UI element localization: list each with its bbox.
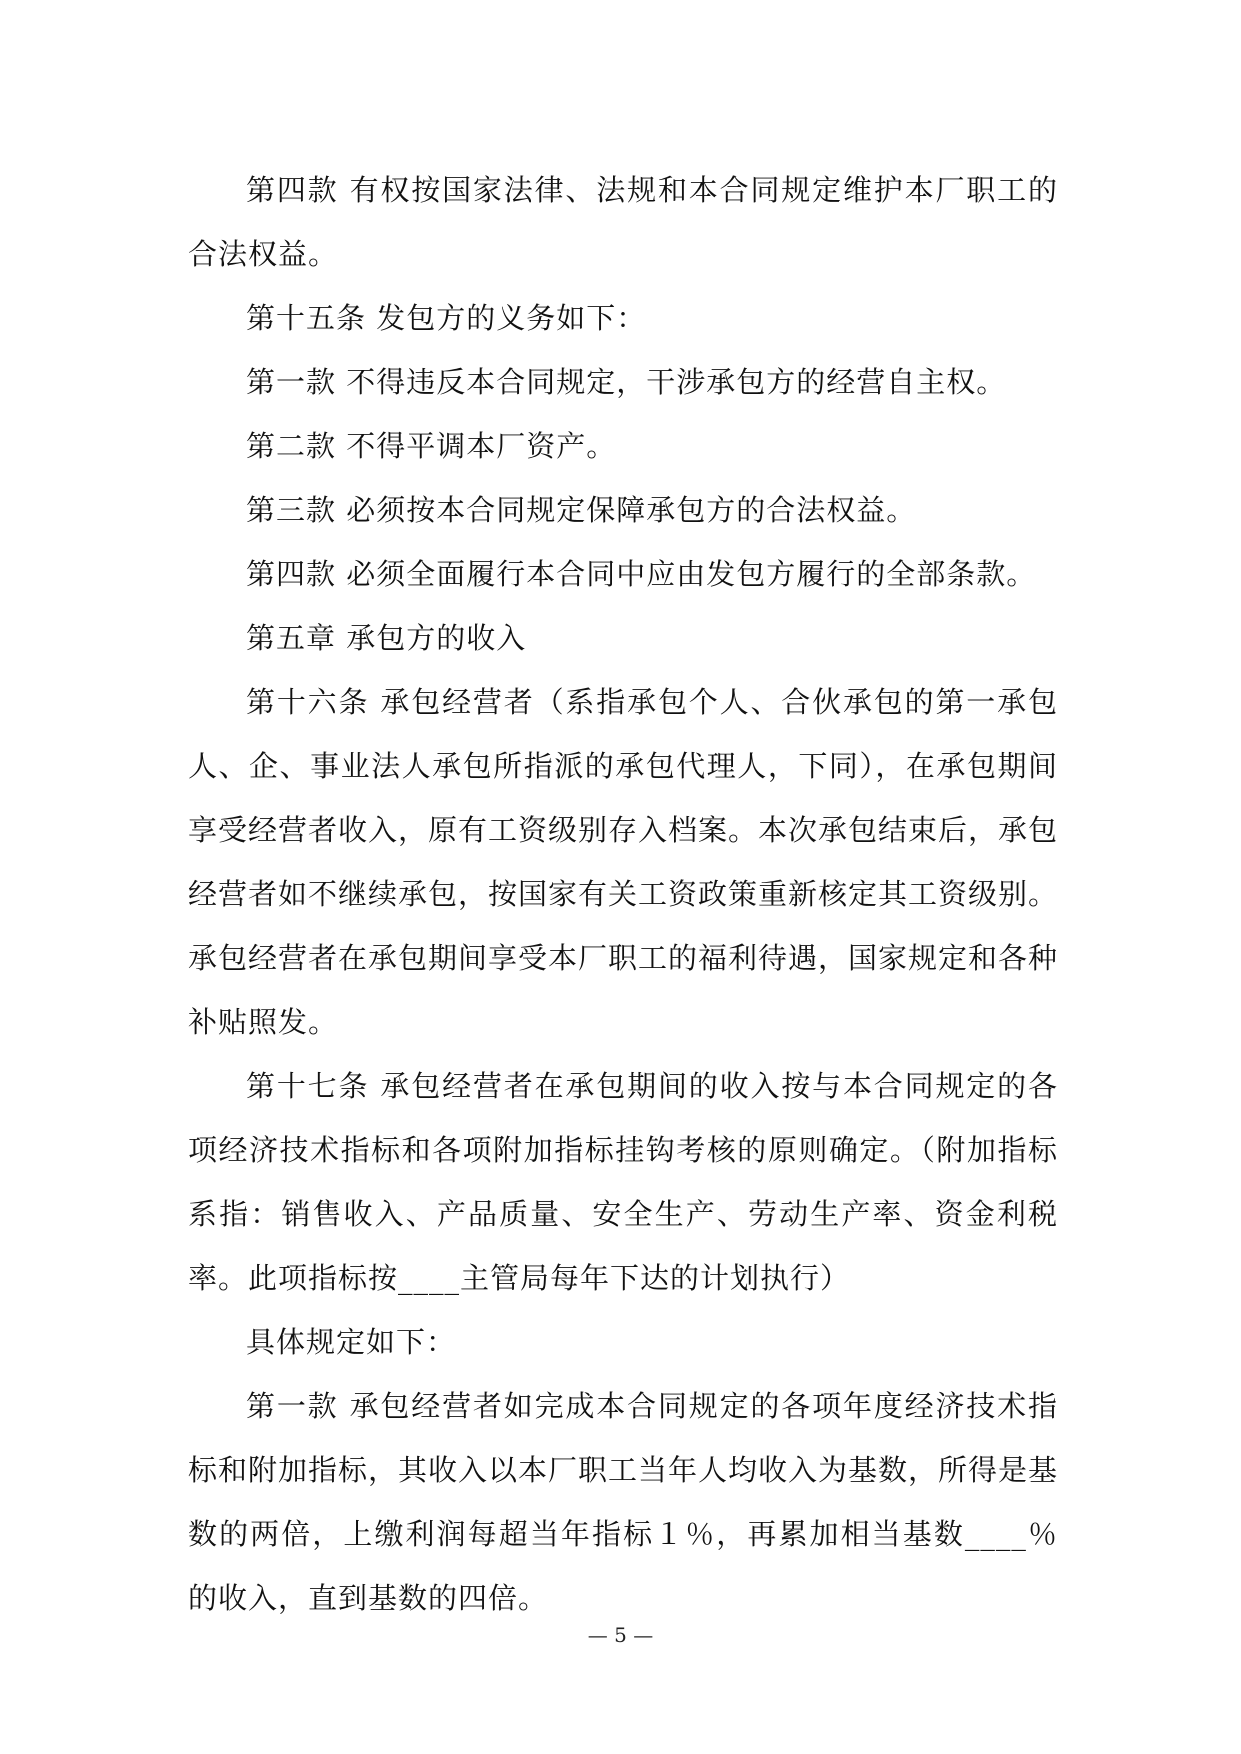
clause-4-rights: 第四款 有权按国家法律、法规和本合同规定维护本厂职工的合法权益。 bbox=[188, 173, 1058, 271]
clause-1-obligation: 第一款 不得违反本合同规定，干涉承包方的经营自主权。 bbox=[246, 365, 1007, 399]
clause-4-obligation: 第四款 必须全面履行本合同中应由发包方履行的全部条款。 bbox=[246, 557, 1037, 591]
specific-provisions-heading: 具体规定如下： bbox=[246, 1325, 457, 1359]
article-15-heading: 第十五条 发包方的义务如下： bbox=[246, 301, 647, 335]
chapter-5-heading: 第五章 承包方的收入 bbox=[246, 621, 527, 655]
article-16: 第十六条 承包经营者（系指承包个人、合伙承包的第一承包人、企、事业法人承包所指派的承包代理人，下同），在承包期间享受经营者收入，原有工资级别存入档案。本次承包结束后，承包经营者如不继续承包，按国家有关工资政策重新核定其工资级别。承包经营者在承包期间享受本厂职工的福利待遇，国家规定和各种补贴照发。 bbox=[188, 685, 1059, 1039]
page-number: — 5 — bbox=[587, 1623, 654, 1647]
document-body bbox=[188, 158, 1058, 1630]
clause-2-obligation: 第二款 不得平调本厂资产。 bbox=[246, 429, 617, 463]
article-17: 第十七条 承包经营者在承包期间的收入按与本合同规定的各项经济技术指标和各项附加指标挂钩考核的原则确定。（附加指标系指：销售收入、产品质量、安全生产、劳动生产率、资金利税率。此项指标按____主管局每年下达的计划执行） bbox=[188, 1069, 1058, 1295]
clause-3-obligation: 第三款 必须按本合同规定保障承包方的合法权益。 bbox=[246, 493, 917, 527]
clause-1-income: 第一款 承包经营者如完成本合同规定的各项年度经济技术指标和附加指标，其收入以本厂职工当年人均收入为基数，所得是基数的两倍，上缴利润每超当年指标１％，再累加相当基数____％的收入，直到基数的四倍。 bbox=[188, 1389, 1059, 1615]
